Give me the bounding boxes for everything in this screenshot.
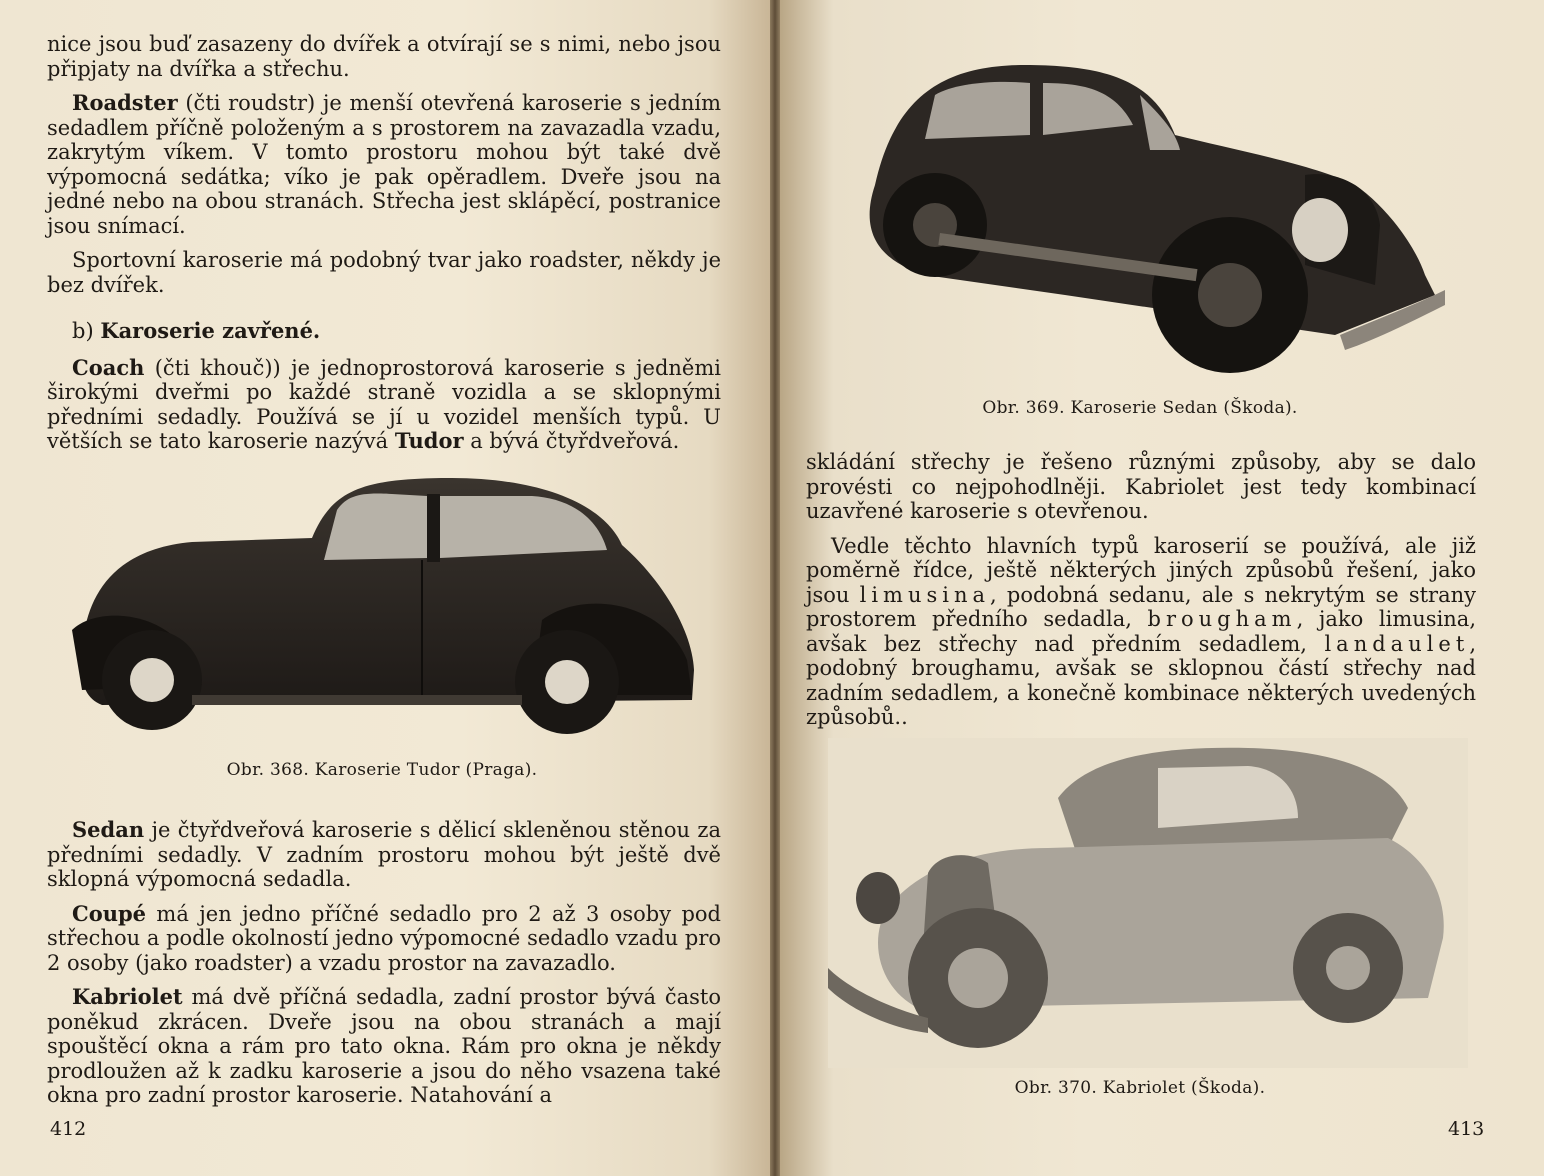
page-number-left: 412	[50, 1118, 87, 1140]
left-page	[0, 0, 770, 1176]
paragraph-sedan: Sedan je čtyřdveřová karoserie s dělicí skleněnou stěnou za předními sedadly. V zadním prostoru mohou být ještě dvě sklopná výpomocná sedadla.	[47, 817, 721, 891]
paragraph-kabriolet-continued: skládání střechy je řešeno různými způsoby, aby se dalo provésti co nejpohodlněji. Kabriolet jest tedy kombinací uzavřené karoserie s otevřenou.	[806, 450, 1476, 523]
section-heading: b) Karoserie zavřené.	[72, 318, 321, 343]
page-number-right: 413	[1448, 1118, 1485, 1140]
figure-caption-369: Obr. 369. Karoserie Sedan (Škoda).	[982, 398, 1298, 418]
term-landaulet: landaulet	[1324, 631, 1470, 656]
term-sedan: Sedan	[72, 817, 145, 842]
section-title: Karoserie zavřené.	[100, 318, 321, 343]
figure-tudor-photo	[62, 470, 702, 740]
paragraph-carryover: nice jsou buď zasazeny do dvířek a otvírají se s nimi, nebo jsou připjaty na dvířka a střechu.	[47, 32, 721, 81]
left-page-text-top	[47, 32, 721, 464]
paragraph-coupe: Coupé má jen jedno příčné sedadlo pro 2 až 3 osoby pod střechou a podle okolností jedno výpomocné sedadlo vzadu pro 2 osoby (jako roadster) a vzadu prostor na zavazadlo.	[47, 900, 721, 975]
paragraph-other-types: Vedle těchto hlavních typů karoserií se používá, ale již poměrně řídce, ještě některých jiných způsobů řešení, jako jsou limusina, podobná sedanu, ale s nekrytým se strany prostorem předního sedadla, brougham, jako limusina, avšak bez střechy nad předním sedadlem, landaulet, podobný broughamu, avšak se sklopnou částí střechy nad zadním sedadlem, a konečně kombinace některých uvedených způsobů..	[806, 533, 1477, 729]
term-coupe: Coupé	[72, 900, 147, 926]
term-limusina: limusina	[859, 582, 991, 607]
paragraph-kabriolet: Kabriolet má dvě příčná sedadla, zadní prostor bývá často poněkud zkrácen. Dveře jsou na obou stranách a mají spouštěcí okna a rám pro tato okna. Rám pro okna je někdy prodloužen až k zadku karoserie a jsou do něho vsazena také okna pro zadní prostor karoserie. Natahování a	[47, 984, 721, 1107]
paragraph-sport: Sportovní karoserie má podobný tvar jako roadster, někdy je bez dvířek.	[47, 248, 721, 297]
term-coach: Coach	[72, 354, 145, 380]
car-sedan-image	[815, 55, 1445, 395]
figure-caption-368: Obr. 368. Karoserie Tudor (Praga).	[226, 760, 538, 780]
figure-caption-370: Obr. 370. Kabriolet (Škoda).	[1014, 1078, 1266, 1098]
term-brougham: brougham	[1147, 607, 1297, 631]
figure-kabriolet-photo	[828, 738, 1468, 1068]
paragraph-coach: Coach (čti khouč)) je jednoprostorová karoserie s jedněmi širokými dveřmi po každé straně vozidla a se sklopnými předními sedadly. Používá se jí u vozidel menších typů. U větších se tato karoserie nazývá Tudor a bývá čtyřdveřová.	[47, 354, 721, 453]
car-tudor-image	[62, 470, 702, 740]
car-kabriolet-image	[828, 738, 1468, 1068]
figure-sedan-photo	[815, 55, 1445, 395]
term-tudor: Tudor	[394, 428, 464, 453]
paragraph-roadster: Roadster (čti roudstr) je menší otevřená karoserie s jedním sedadlem příčně položeným a s prostorem na zavazadla vzadu, zakrytým víkem. V tomto prostoru mohou být také dvě výpomocná sedátka; víko je pak opěradlem. Dveře jsou na jedné nebo na obou stranách. Střecha jest sklápěcí, postranice jsou snímací.	[47, 90, 721, 238]
right-page-text	[806, 450, 1476, 740]
left-page-text-bottom	[47, 818, 721, 1118]
book-gutter	[770, 0, 780, 1176]
right-page	[780, 0, 1544, 1176]
term-roadster: Roadster	[72, 90, 178, 115]
term-kabriolet: Kabriolet	[72, 984, 183, 1009]
